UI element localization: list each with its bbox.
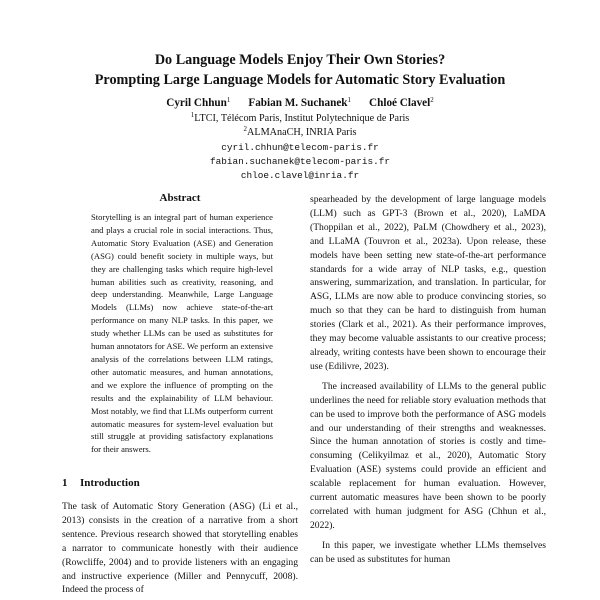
- author-list: [0, 97, 600, 109]
- affiliation: [0, 112, 600, 125]
- email-address: fabian.suchanek@telecom-paris.fr: [209, 156, 391, 167]
- affiliation-mark: 1: [190, 111, 195, 119]
- paper-title-line-1: Do Language Models Enjoy Their Own Stories?: [154, 52, 446, 68]
- author-affil-mark: 1: [226, 96, 231, 104]
- email-address: cyril.chhun@telecom-paris.fr: [221, 142, 379, 153]
- affiliation-text: ALMAnaCH, INRIA Paris: [246, 127, 357, 138]
- abstract-text: Storytelling is an integral part of human experience and plays a crucial role in social interactions. Thus, Automatic Story Evaluation (ASE) and Generation (ASG) could benefit society in multiple ways, but they are challenging tasks which require high-level human abilities such as creativity, reasoning, and deep understanding. Meanwhile, Large Language Models (LLMs) now achieve state-of-the-art performance on many NLP tasks. In this paper, we study whether LLMs can be used as substitutes for human annotators for ASE. We perform an extensive analysis of the correlations between LLM ratings, other automatic measures, and human annotations, and we explore the influence of prompting on the results and the explainability of LLM behaviour. Most notably, we find that LLMs outperform current automatic measures for system-level evaluation but still struggle at providing satisfactory explanations for their answers.: [91, 212, 273, 455]
- body-paragraph: The increased availability of LLMs to the general public underlines the need for reliable story evaluation methods that can be used to improve both the performance of ASG models and our understanding of their strengths and weaknesses. Since the human annotation of stories is costly and time-consuming (Celikyilmaz et al., 2020), Automatic Story Evaluation (ASE) systems could provide an efficient and scalable replacement for human evaluation. However, current automatic measures have been shown to be poorly correlated with human judgment for ASG (Chhun et al., 2022).: [310, 380, 546, 531]
- introduction-paragraph: The task of Automatic Story Generation (ASG) (Li et al., 2013) consists in the creation of a narrative from a short sentence. Previous research showed that storytelling enables a narrator to communicate honestly with their audience (Rowcliffe, 2004) and to provide listeners with an engaging and instructive experience (Miller and Pennycuff, 2008). Indeed the process of: [62, 501, 298, 596]
- affiliation-mark: 2: [243, 125, 247, 133]
- author-affil-mark: 2: [430, 96, 434, 104]
- section-number: 1: [62, 477, 68, 489]
- abstract-heading: Abstract: [159, 192, 201, 204]
- author-name: Chloé Clavel: [369, 97, 431, 109]
- affiliation-text: LTCI, Télécom Paris, Institut Polytechnique de Paris: [194, 113, 410, 124]
- section-heading: [62, 477, 140, 489]
- right-column: [310, 193, 546, 567]
- affiliation: [0, 126, 600, 139]
- author-name: Cyril Chhun: [166, 97, 227, 109]
- email-address: chloe.clavel@inria.fr: [240, 170, 360, 181]
- body-paragraph: spearheaded by the development of large language models (LLM) such as GPT-3 (Brown et al., 2020), LaMDA (Thoppilan et al., 2022), PaLM (Chowdhery et al., 2023), and LLaMA (Touvron et al., 2023a). Upon release, these models have been setting new state-of-the-art performance standards for a wide array of NLP tasks, e.g., question answering, summarization, and translation. In particular, for ASG, LLMs are now able to produce convincing stories, so much so that they can be hard to distinguish from human stories (Clark et al., 2021). As their performance improves, they may become valuable assistants to our creative process; already, writing contests have been shown to encourage their use (Edilivre, 2023).: [310, 194, 546, 372]
- body-paragraph: In this paper, we investigate whether LLMs themselves can be used as substitutes for human: [310, 539, 546, 565]
- section-title: Introduction: [80, 477, 140, 489]
- paper-title-line-2: Prompting Large Language Models for Automatic Story Evaluation: [94, 72, 506, 88]
- author-name: Fabian M. Suchanek: [248, 97, 348, 109]
- author-affil-mark: 1: [347, 96, 352, 104]
